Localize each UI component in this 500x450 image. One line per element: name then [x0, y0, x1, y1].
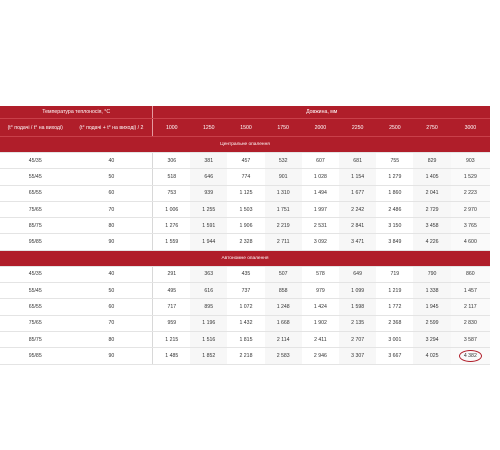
table-row — [0, 315, 490, 331]
output-value-cell: 2 135 — [339, 315, 376, 331]
output-value-cell: 1 154 — [339, 169, 376, 185]
header-row-top — [0, 106, 490, 119]
table-row — [0, 169, 490, 185]
table-row — [0, 283, 490, 299]
avg-temp-cell: 80 — [70, 331, 153, 347]
avg-temp-cell: 50 — [70, 283, 153, 299]
output-value-cell: 3 587 — [451, 331, 490, 347]
output-value-cell — [451, 348, 490, 364]
table-row — [0, 218, 490, 234]
output-value-cell: 4 025 — [413, 348, 450, 364]
output-value-cell: 1 099 — [339, 283, 376, 299]
output-value-cell: 291 — [153, 266, 190, 282]
avg-temp-cell: 70 — [70, 315, 153, 331]
output-value-cell: 2 970 — [451, 201, 490, 217]
output-value-cell: 1 559 — [153, 234, 190, 250]
temps-cell: 95/85 — [0, 348, 70, 364]
highlighted-value: 4 382 — [459, 350, 482, 362]
output-value-cell: 607 — [302, 153, 339, 169]
output-value-cell: 435 — [227, 266, 264, 282]
supply-return-header: (t° подачі / t° на виході) — [0, 119, 70, 137]
output-value-cell: 1 432 — [227, 315, 264, 331]
output-value-cell: 1 598 — [339, 299, 376, 315]
temps-cell: 75/65 — [0, 315, 70, 331]
output-value-cell: 1 424 — [302, 299, 339, 315]
output-value-cell: 1 591 — [190, 218, 227, 234]
output-value-cell: 1 944 — [190, 234, 227, 250]
output-value-cell: 753 — [153, 185, 190, 201]
output-value-cell: 4 600 — [451, 234, 490, 250]
output-value-cell: 2 946 — [302, 348, 339, 364]
output-value-cell: 2 486 — [376, 201, 413, 217]
length-header-cell: 1000 — [153, 119, 190, 137]
output-value-cell: 518 — [153, 169, 190, 185]
output-value-cell: 2 041 — [413, 185, 450, 201]
table-row — [0, 185, 490, 201]
table-row — [0, 331, 490, 347]
output-value-cell: 2 117 — [451, 299, 490, 315]
output-value-cell: 1 028 — [302, 169, 339, 185]
output-value-cell: 616 — [190, 283, 227, 299]
output-value-cell: 2 411 — [302, 331, 339, 347]
temps-cell: 55/45 — [0, 169, 70, 185]
length-header-cell: 2000 — [302, 119, 339, 137]
output-value-cell: 2 599 — [413, 315, 450, 331]
length-header-cell: 1250 — [190, 119, 227, 137]
output-value-cell: 306 — [153, 153, 190, 169]
output-value-cell: 3 092 — [302, 234, 339, 250]
temps-cell: 45/35 — [0, 266, 70, 282]
output-value-cell: 1 072 — [227, 299, 264, 315]
temperature-header: Температура теплоносія, °С — [0, 106, 153, 119]
output-value-cell: 939 — [190, 185, 227, 201]
output-value-cell: 3 765 — [451, 218, 490, 234]
output-value-cell: 507 — [265, 266, 302, 282]
output-value-cell: 1 338 — [413, 283, 450, 299]
output-value-cell: 3 001 — [376, 331, 413, 347]
temps-cell: 95/85 — [0, 234, 70, 250]
temps-cell: 85/75 — [0, 218, 70, 234]
output-value-cell: 1 906 — [227, 218, 264, 234]
temps-cell: 75/65 — [0, 201, 70, 217]
section-title: Автономне опалення — [0, 250, 490, 266]
length-header-cell: 2250 — [339, 119, 376, 137]
output-value-cell: 2 711 — [265, 234, 302, 250]
output-value-cell: 737 — [227, 283, 264, 299]
temps-cell: 85/75 — [0, 331, 70, 347]
output-value-cell: 457 — [227, 153, 264, 169]
output-value-cell: 2 707 — [339, 331, 376, 347]
output-value-cell: 903 — [451, 153, 490, 169]
output-value-cell: 755 — [376, 153, 413, 169]
output-value-cell: 858 — [265, 283, 302, 299]
output-value-cell: 649 — [339, 266, 376, 282]
output-value-cell: 1 494 — [302, 185, 339, 201]
output-value-cell: 2 328 — [227, 234, 264, 250]
output-value-cell: 1 902 — [302, 315, 339, 331]
output-value-cell: 1 677 — [339, 185, 376, 201]
table-row — [0, 153, 490, 169]
header-row-bottom — [0, 119, 490, 137]
output-value-cell: 717 — [153, 299, 190, 315]
output-value-cell: 860 — [451, 266, 490, 282]
output-value-cell: 895 — [190, 299, 227, 315]
table-row — [0, 348, 490, 364]
avg-temp-cell: 40 — [70, 266, 153, 282]
output-value-cell: 532 — [265, 153, 302, 169]
avg-temp-cell: 80 — [70, 218, 153, 234]
output-value-cell: 3 849 — [376, 234, 413, 250]
temps-cell: 45/35 — [0, 153, 70, 169]
table-row — [0, 266, 490, 282]
output-value-cell: 1 310 — [265, 185, 302, 201]
length-header-cell: 2500 — [376, 119, 413, 137]
output-value-cell: 3 458 — [413, 218, 450, 234]
output-value-cell: 1 668 — [265, 315, 302, 331]
output-value-cell: 1 276 — [153, 218, 190, 234]
output-value-cell: 1 516 — [190, 331, 227, 347]
output-value-cell: 1 279 — [376, 169, 413, 185]
output-value-cell: 1 248 — [265, 299, 302, 315]
output-value-cell: 1 215 — [153, 331, 190, 347]
output-value-cell: 3 667 — [376, 348, 413, 364]
avg-temp-cell: 90 — [70, 348, 153, 364]
avg-temp-cell: 40 — [70, 153, 153, 169]
output-value-cell: 1 751 — [265, 201, 302, 217]
output-value-cell: 2 583 — [265, 348, 302, 364]
output-value-cell: 1 529 — [451, 169, 490, 185]
output-value-cell: 2 841 — [339, 218, 376, 234]
output-value-cell: 3 294 — [413, 331, 450, 347]
output-value-cell: 363 — [190, 266, 227, 282]
output-value-cell: 1 125 — [227, 185, 264, 201]
section-title: Центральне опалення — [0, 137, 490, 153]
output-value-cell: 1 255 — [190, 201, 227, 217]
output-value-cell: 381 — [190, 153, 227, 169]
output-value-cell: 1 852 — [190, 348, 227, 364]
avg-temp-cell: 60 — [70, 185, 153, 201]
output-value-cell: 1 503 — [227, 201, 264, 217]
table-body — [0, 106, 490, 364]
table-row — [0, 234, 490, 250]
output-value-cell: 1 457 — [451, 283, 490, 299]
output-value-cell: 3 150 — [376, 218, 413, 234]
output-value-cell: 829 — [413, 153, 450, 169]
output-value-cell: 901 — [265, 169, 302, 185]
section-header-row — [0, 137, 490, 153]
output-value-cell: 1 945 — [413, 299, 450, 315]
output-value-cell: 681 — [339, 153, 376, 169]
output-value-cell: 2 218 — [227, 348, 264, 364]
radiator-output-table — [0, 106, 490, 365]
length-header-cell: 1750 — [265, 119, 302, 137]
section-header-row — [0, 250, 490, 266]
output-value-cell: 959 — [153, 315, 190, 331]
output-value-cell: 495 — [153, 283, 190, 299]
length-header-cell: 1500 — [227, 119, 264, 137]
output-value-cell: 3 307 — [339, 348, 376, 364]
length-header-cell: 2750 — [413, 119, 450, 137]
output-value-cell: 3 471 — [339, 234, 376, 250]
output-value-cell: 1 485 — [153, 348, 190, 364]
avg-temp-cell: 50 — [70, 169, 153, 185]
output-value-cell: 2 114 — [265, 331, 302, 347]
avg-temp-cell: 60 — [70, 299, 153, 315]
output-value-cell: 790 — [413, 266, 450, 282]
output-value-cell: 2 531 — [302, 218, 339, 234]
average-temp-header: (t° подачі + t° на виході) / 2 — [70, 119, 153, 137]
temps-cell: 65/55 — [0, 185, 70, 201]
output-value-cell: 979 — [302, 283, 339, 299]
output-value-cell: 1 815 — [227, 331, 264, 347]
output-value-cell: 2 223 — [451, 185, 490, 201]
output-value-cell: 2 219 — [265, 218, 302, 234]
output-value-cell: 1 405 — [413, 169, 450, 185]
output-value-cell: 1 860 — [376, 185, 413, 201]
temps-cell: 55/45 — [0, 283, 70, 299]
output-value-cell: 2 242 — [339, 201, 376, 217]
table-row — [0, 201, 490, 217]
output-value-cell: 1 219 — [376, 283, 413, 299]
output-value-cell: 4 226 — [413, 234, 450, 250]
output-value-cell: 1 772 — [376, 299, 413, 315]
length-header-cell: 3000 — [451, 119, 490, 137]
radiator-output-table-container — [0, 106, 490, 365]
output-value-cell: 2 830 — [451, 315, 490, 331]
temps-cell: 65/55 — [0, 299, 70, 315]
table-row — [0, 299, 490, 315]
output-value-cell: 646 — [190, 169, 227, 185]
output-value-cell: 1 006 — [153, 201, 190, 217]
length-header: Довжина, мм — [153, 106, 490, 119]
output-value-cell: 578 — [302, 266, 339, 282]
output-value-cell: 2 368 — [376, 315, 413, 331]
avg-temp-cell: 90 — [70, 234, 153, 250]
output-value-cell: 719 — [376, 266, 413, 282]
avg-temp-cell: 70 — [70, 201, 153, 217]
output-value-cell: 2 729 — [413, 201, 450, 217]
output-value-cell: 774 — [227, 169, 264, 185]
output-value-cell: 1 997 — [302, 201, 339, 217]
output-value-cell: 1 196 — [190, 315, 227, 331]
